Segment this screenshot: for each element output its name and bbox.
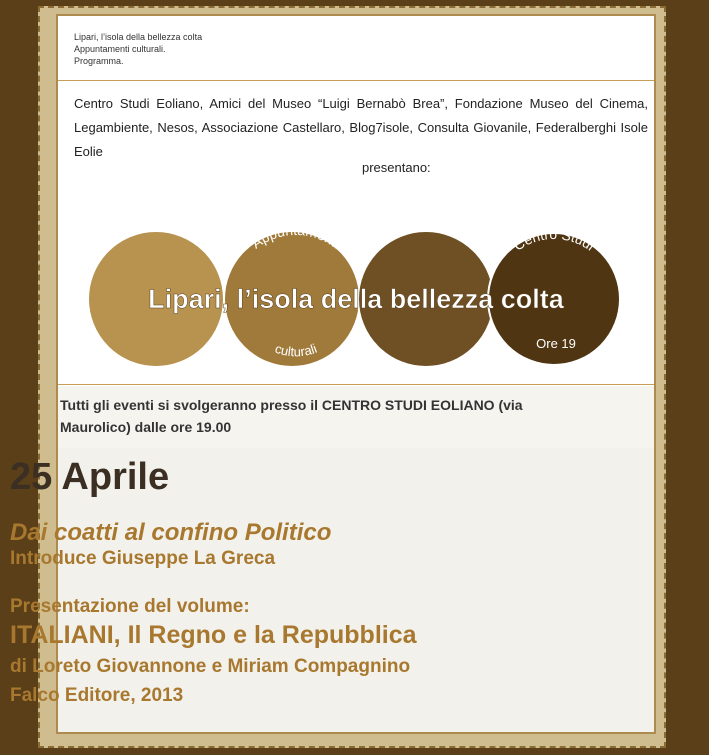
event-logo xyxy=(86,224,626,374)
venue-text: Tutti gli eventi si svolgeranno presso il CENTRO STUDI EOLIANO (via Maurolico) dalle ore 19.00 xyxy=(60,397,523,435)
logo-arc-centro-studi: Centro Studi xyxy=(510,225,598,254)
header-program: Programma. xyxy=(74,56,124,66)
logo-arc-appuntamenti: Appuntamenti xyxy=(248,224,344,252)
header-subtitle: Appuntamenti culturali. xyxy=(74,44,166,54)
logo-ore-19: Ore 19 xyxy=(536,336,576,351)
logo-arc-culturali: culturali xyxy=(273,340,319,360)
header-title: Lipari, l’isola della bellezza colta xyxy=(74,32,203,42)
event-title: Dai coatti al confino Politico xyxy=(10,519,332,546)
header-block xyxy=(58,16,654,81)
event-publisher: Falco Editore, 2013 xyxy=(10,685,184,706)
event-presentation-label: Presentazione del volume: xyxy=(10,596,250,617)
event-volume-title: ITALIANI, Il Regno e la Repubblica xyxy=(10,621,417,649)
event-date: 25 Aprile xyxy=(10,456,170,498)
logo-main-text: Lipari, l’isola della bellezza colta xyxy=(148,284,564,314)
event-intro: Introduce Giuseppe La Greca xyxy=(10,548,276,569)
sponsors-text: Centro Studi Eoliano, Amici del Museo “Luigi Bernabò Brea”, Fondazione Museo del Cinema, Legambiente, Nesos, Associazione Castellaro, Blog7isole, Consulta Giovanile, Federalberghi Isole Eolie xyxy=(74,96,648,159)
event-authors: di Loreto Giovannone e Miriam Compagnino xyxy=(10,656,411,677)
presentano-label: presentano: xyxy=(362,160,431,175)
